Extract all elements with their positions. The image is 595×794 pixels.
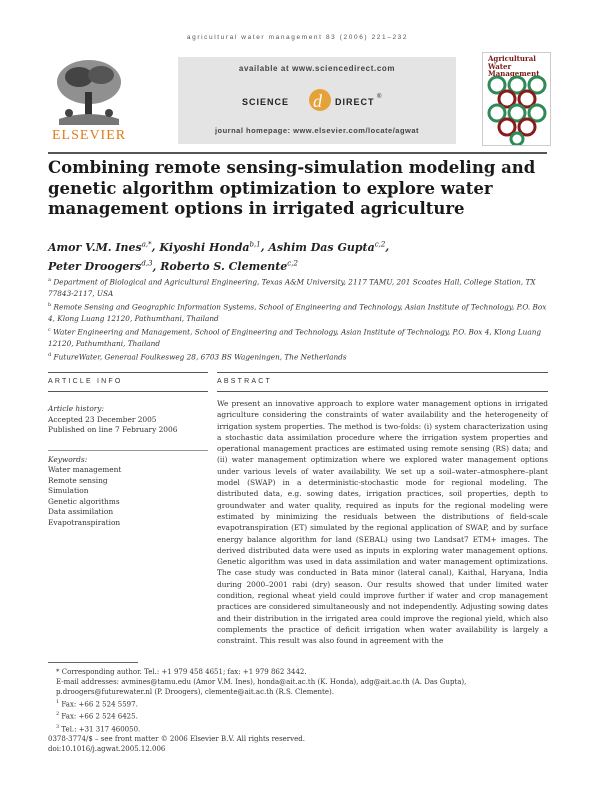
keywords-label: Keywords:: [48, 454, 88, 464]
article-info-body: [48, 404, 208, 528]
author: Kiyoshi Honda$^{b,1}$: [159, 240, 261, 254]
available-at-text[interactable]: available at www.sciencedirect.com: [238, 64, 396, 73]
sciencedirect-logo: [240, 86, 400, 112]
keyword: Remote sensing: [48, 475, 108, 485]
header-rule: [48, 152, 547, 154]
keyword: Evapotranspiration: [48, 517, 121, 527]
footnote: $^1$ Fax: +66 2 524 5597.: [56, 699, 138, 709]
affiliation: $^d$ FutureWater, Generaal Foulkesweg 28, 6703 BS Wageningen, The Netherlands: [48, 352, 347, 362]
author: Roberto S. Clemente$^{c,2}$: [160, 259, 298, 274]
svg-text:DIRECT: DIRECT: [335, 97, 375, 107]
author: Amor V.M. Ines$^{a,*}$: [48, 240, 152, 254]
affiliation: $^b$ Remote Sensing and Geographic Information Systems, School of Engineering and Technology, Asian Institute of Technology, P.O. Box 4, Klong Luang 12120, Pathumthani, Thailand: [48, 302, 547, 324]
keyword: Water management: [48, 465, 122, 474]
footnotes: [48, 667, 548, 754]
keyword: Simulation: [48, 486, 89, 495]
journal-cover-thumbnail: [482, 52, 551, 146]
affiliation: $^c$ Water Engineering and Management, School of Engineering and Technology, Asian Institute of Technology, P.O. Box 4, Klong Luang 12120, Pathumthani, Thailand: [48, 327, 542, 349]
published-date: Published on line 7 February 2006: [48, 425, 178, 434]
author-list: Amor V.M. Ines$^{a,*}$, Kiyoshi Honda$^{b,1}$, Ashim Das Gupta$^{c,2}$, Peter Droogers$^{d,3}$, Roberto S. Clemente$^{c,2}$: [48, 240, 390, 274]
abstract-rule-top: [217, 372, 548, 373]
affiliation: $^a$ Department of Biological and Agricultural Engineering, Texas A&M University, 2117 TAMU, 201 Scoates Hall, College Station, TX 77843-2117, USA: [48, 277, 536, 299]
affiliations: [48, 275, 548, 363]
abstract-rule-bottom: [217, 391, 548, 392]
accepted-date: Accepted 23 December 2005: [48, 414, 157, 424]
svg-text:d: d: [313, 91, 322, 111]
author: Peter Droogers$^{d,3}$: [48, 259, 153, 274]
article-info-heading: ARTICLE INFO: [48, 378, 123, 385]
footnote: $^2$ Fax: +66 2 524 6425.: [56, 711, 138, 721]
article-info-rule-top: [48, 372, 208, 373]
corresponding-author-note: * Corresponding author. Tel.: +1 979 458 4651; fax: +1 979 862 3442.: [56, 668, 307, 676]
email-addresses[interactable]: E-mail addresses: avmines@tamu.edu (Amor V.M. Ines), honda@ait.ac.th (K. Honda), adg@ait.ac.th (A. Das Gupta), p.droogers@futurewater.nl (P. Droogers), clemente@ait.ac.th (R.S. Clemente).: [56, 678, 467, 696]
footnote-rule: [48, 662, 138, 663]
footnote: $^3$ Tel.: +31 317 460050.: [56, 723, 141, 733]
keyword: Data assimilation: [48, 507, 114, 516]
journal-homepage-link[interactable]: journal homepage: www.elsevier.com/locate/agwat: [214, 126, 420, 135]
author: Ashim Das Gupta$^{c,2}$: [268, 240, 386, 254]
cover-title: Agricultural Water Management: [488, 54, 540, 78]
abstract-heading: ABSTRACT: [217, 378, 272, 385]
svg-text:SCIENCE: SCIENCE: [242, 97, 290, 107]
doi-link[interactable]: doi:10.1016/j.agwat.2005.12.006: [48, 744, 166, 753]
journal-running-header: agricultural water management 83 (2006) 221–232: [186, 34, 409, 41]
article-info-rule-bottom: [48, 391, 208, 392]
keyword: Genetic algorithms: [48, 496, 120, 506]
copyright-line: 0378-3774/$ – see front matter © 2006 Elsevier B.V. All rights reserved.: [48, 734, 305, 743]
article-title: Combining remote sensing-simulation modeling and genetic algorithm optimization to explore water management options in irrigated agriculture: [48, 158, 536, 218]
elsevier-wordmark: ELSEVIER: [52, 128, 127, 143]
abstract-text: We present an innovative approach to explore water management options in irrigated agriculture considering the constraints of water availability and the heterogeneity of irrigation system properties. The method is two-folds: (i) system characterization using a stochastic data assimilation procedure where the irrigation system properties and operational management practices are estimated using remote sensing (RS) data; and (ii) water management optimization where we explored water management options under various levels of water availability. We set up a soil–water–atmosphere–plant model (SWAP) in a deterministic-stochastic mode for regional modeling. The distributed data, e.g. sowing dates, irrigation practices, soil properties, depth to groundwater and water quality, required as inputs for the regional modeling were estimated by minimizing the residuals between the distributions of field-scale evapotranspiration (ET) simulated by the regional application of SWAP, and by surface energy balance algorithm for land (SEBAL) using two Landsat7 ETM+ images. The derived distributed data were used as inputs in exploring water management options. Genetic algorithm was used in data assimilation and water management optimizations. The case study was conducted in Bata minor (lateral canal), Kaithal, Haryana, India during 2000–2001 rabi (dry) season. Our results showed that under limited water condition, regional wheat yield could improve further if water and crop management practices are considered simultaneously and not independently. Adjusting sowing dates and their distribution in the irrigated area could improve the regional yield, which also complements the practice of deficit irrigation when water availability is largely a constraint. This result was also found in agreement with the: [217, 399, 548, 646]
svg-text:®: ®: [377, 94, 382, 100]
history-label: Article history:: [48, 404, 104, 413]
